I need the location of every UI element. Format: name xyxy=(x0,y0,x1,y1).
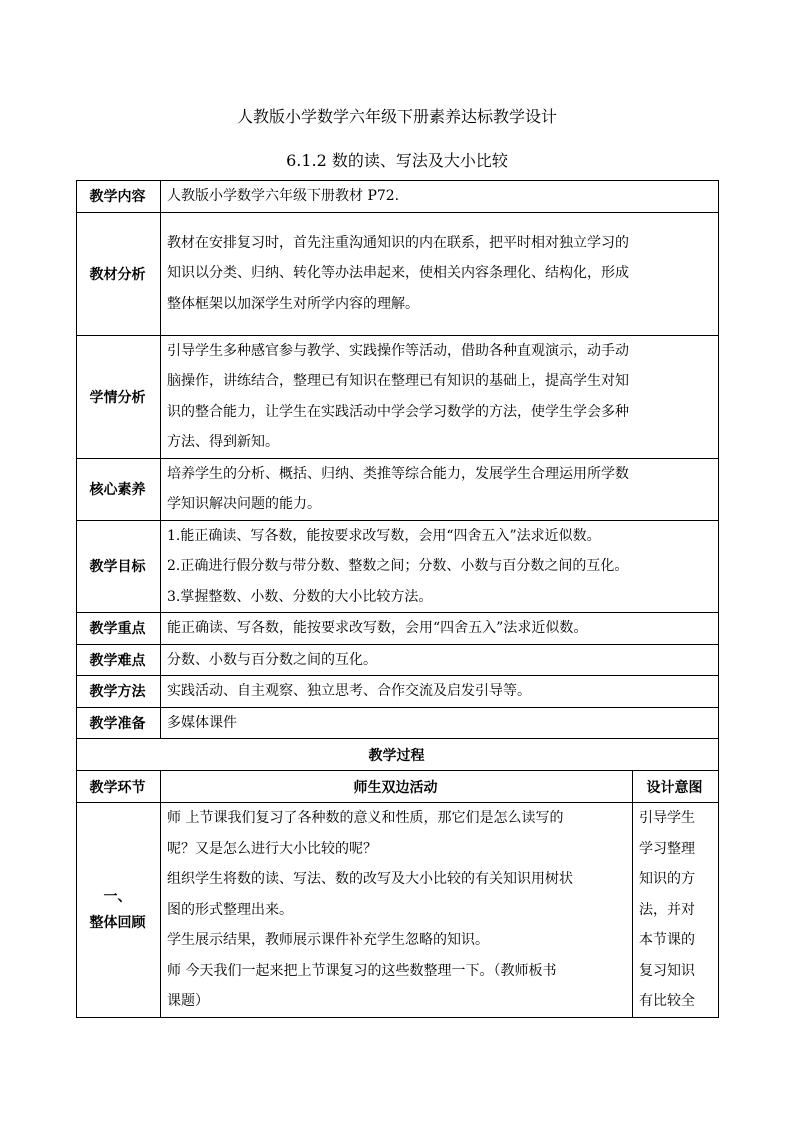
row-material-analysis xyxy=(77,212,719,335)
column-header-stage: 教学环节 xyxy=(77,771,161,803)
activity-line: 组织学生将数的读、写法、数的改写及大小比较的有关知识用树状 xyxy=(167,871,573,888)
stage-1-intent xyxy=(633,803,719,1018)
intent-line: 知识的方 xyxy=(639,871,695,888)
label-teaching-prep: 教学准备 xyxy=(77,707,161,739)
row-process-header xyxy=(77,739,719,771)
label-teaching-content: 教学内容 xyxy=(77,181,161,213)
label-teaching-goals: 教学目标 xyxy=(77,520,161,613)
intent-line: 有比较全 xyxy=(639,993,695,1010)
core-literacy-text xyxy=(161,458,719,520)
label-teaching-difficulty: 教学难点 xyxy=(77,644,161,676)
stage-1-activity xyxy=(161,803,633,1018)
activity-line: 图的形式整理出来。 xyxy=(167,901,293,918)
label-teaching-method: 教学方法 xyxy=(77,676,161,708)
label-material-analysis: 教材分析 xyxy=(77,212,161,335)
learner-line: 识的整合能力，让学生在实践活动中学会学习数学的方法，使学生学会多种 xyxy=(167,403,629,420)
row-teaching-goals xyxy=(77,520,719,613)
row-process-columns xyxy=(77,771,719,803)
column-header-intent: 设计意图 xyxy=(633,771,719,803)
intent-line: 法，并对 xyxy=(639,901,695,918)
material-line: 教材在安排复习时，首先注重沟通知识的内在联系，把平时相对独立学习的 xyxy=(167,234,629,251)
lesson-plan-table xyxy=(76,180,719,1018)
learner-line: 方法、得到新知。 xyxy=(167,434,279,450)
label-core-literacy: 核心素养 xyxy=(77,458,161,520)
row-stage-1 xyxy=(77,803,719,1018)
goal-line: 2.正确进行假分数与带分数、整数之间；分数、小数与百分数之间的互化。 xyxy=(167,558,629,574)
teaching-method-text: 实践活动、自主观察、独立思考、合作交流及启发引导等。 xyxy=(161,676,719,708)
activity-line: 课题） xyxy=(167,993,209,1010)
document-title: 人教版小学数学六年级下册素养达标教学设计 xyxy=(236,107,557,126)
teaching-focus-text: 能正确读、写各数，能按要求改写数，会用“四舍五入”法求近似数。 xyxy=(161,613,719,645)
row-teaching-focus xyxy=(77,613,719,645)
teaching-goals-text xyxy=(161,520,719,613)
learner-line: 引导学生多种感官参与教学、实践操作等活动，借助各种直观演示，动手动 xyxy=(167,342,629,359)
teaching-content-text: 人教版小学数学六年级下册教材 P72. xyxy=(161,181,719,213)
activity-line: 师 今天我们一起来把上节课复习的这些数整理一下。（教师板书 xyxy=(167,962,557,979)
teaching-difficulty-text: 分数、小数与百分数之间的互化。 xyxy=(161,644,719,676)
row-teaching-method xyxy=(77,676,719,708)
stage-1-label xyxy=(77,803,161,1018)
material-analysis-text xyxy=(161,212,719,335)
teaching-prep-text: 多媒体课件 xyxy=(161,707,719,739)
literacy-line: 学知识解决问题的能力。 xyxy=(167,496,321,512)
intent-line: 引导学生 xyxy=(639,810,695,827)
intent-line: 本节课的 xyxy=(639,932,695,949)
literacy-line: 培养学生的分析、概括、归纳、类推等综合能力，发展学生合理运用所学数 xyxy=(167,465,629,482)
goal-line: 1.能正确读、写各数，能按要求改写数，会用“四舍五入”法求近似数。 xyxy=(167,527,601,544)
row-learner-analysis xyxy=(77,335,719,458)
stage-1-name: 整体回顾 xyxy=(89,915,146,931)
label-learner-analysis: 学情分析 xyxy=(77,335,161,458)
row-teaching-difficulty xyxy=(77,644,719,676)
material-line: 整体框架以加深学生对所学内容的理解。 xyxy=(167,295,419,312)
intent-line: 复习知识 xyxy=(639,962,695,979)
activity-line: 师 上节课我们复习了各种数的意义和性质，那它们是怎么读写的 xyxy=(167,810,564,827)
material-line: 知识以分类、归纳、转化等办法串起来，使相关内容条理化、结构化，形成 xyxy=(167,265,629,282)
learner-analysis-text xyxy=(161,335,719,458)
row-teaching-content xyxy=(77,181,719,213)
activity-line: 学生展示结果，教师展示课件补充学生忽略的知识。 xyxy=(167,932,489,949)
goal-line: 3.掌握整数、小数、分数的大小比较方法。 xyxy=(167,588,433,605)
process-header: 教学过程 xyxy=(77,739,719,771)
column-header-activity: 师生双边活动 xyxy=(161,771,633,803)
row-teaching-prep xyxy=(77,707,719,739)
learner-line: 脑操作，讲练结合，整理已有知识在整理已有知识的基础上，提高学生对知 xyxy=(167,373,629,389)
row-core-literacy xyxy=(77,458,719,520)
stage-1-number: 一、 xyxy=(103,889,132,905)
lesson-title: 6.1.2 数的读、写法及大小比较 xyxy=(286,151,508,170)
activity-line: 呢？又是怎么进行大小比较的呢？ xyxy=(167,840,377,857)
label-teaching-focus: 教学重点 xyxy=(77,613,161,645)
intent-line: 学习整理 xyxy=(639,840,695,857)
